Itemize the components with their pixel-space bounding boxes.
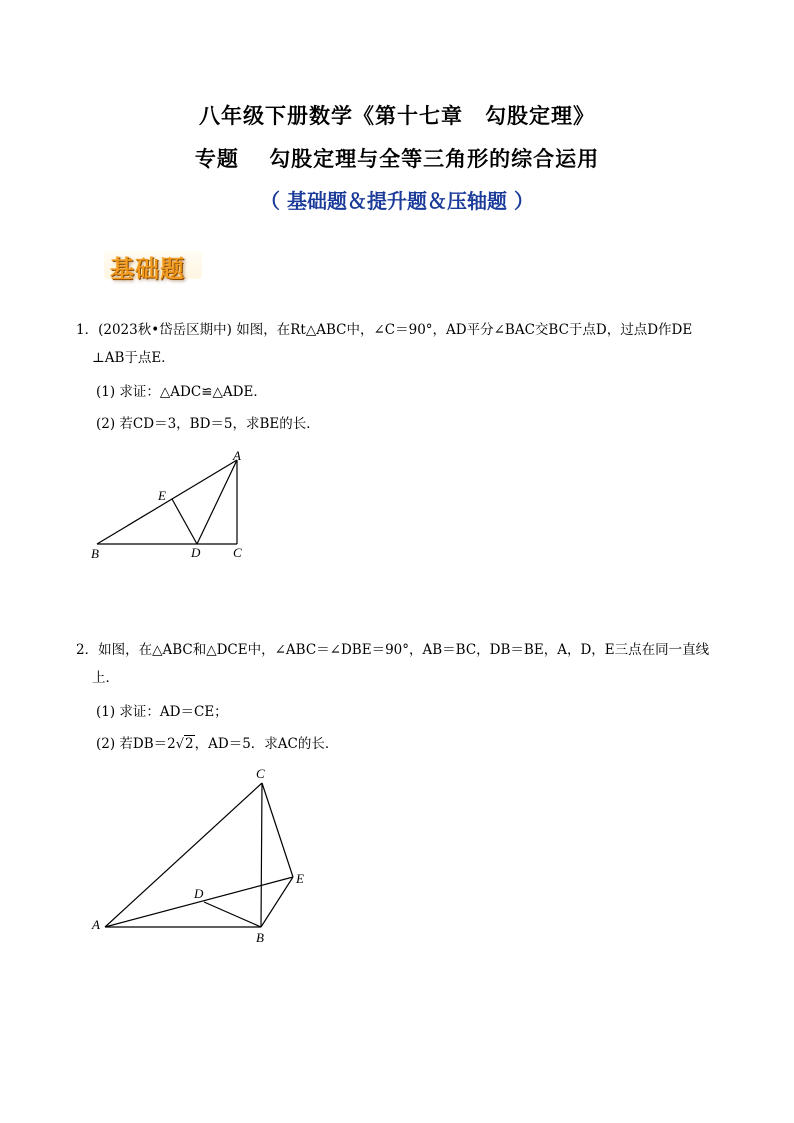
question-1-part1: (1) 求证：△ADC≌△ADE． bbox=[96, 384, 267, 400]
question-2-part1: (1) 求证：AD＝CE； bbox=[96, 704, 228, 720]
question-2-number: 2． bbox=[76, 642, 99, 658]
segment-AC bbox=[105, 783, 262, 927]
segment-DB bbox=[204, 902, 261, 927]
question-2-part2-prefix: (2) 若DB＝2 bbox=[96, 736, 176, 752]
segment-AE bbox=[105, 877, 293, 927]
question-1-text-line1: (2023秋•岱岳区期中) 如图，在Rt△ABC中，∠C＝90°，AD平分∠BAC交BC于点D，过点D作DE bbox=[98, 322, 693, 338]
label-D: D bbox=[191, 545, 201, 560]
segment-CB bbox=[261, 783, 262, 927]
question-2-stem bbox=[76, 640, 736, 660]
question-2-part2-suffix: ，AD＝5．求AC的长． bbox=[194, 736, 339, 752]
label-C: C bbox=[233, 545, 242, 560]
page-title: 八年级下册数学《第十七章 勾股定理》 bbox=[199, 103, 595, 128]
question-1-part2: (2) 若CD＝3，BD＝5，求BE的长． bbox=[96, 416, 320, 432]
label-E: E bbox=[296, 871, 304, 886]
label-E: E bbox=[158, 488, 166, 503]
question-2-text-line2: 上． bbox=[92, 670, 119, 686]
label-A: A bbox=[92, 917, 100, 932]
question-2-text-line1: 如图，在△ABC和△DCE中，∠ABC＝∠DBE＝90°，AB＝BC，DB＝BE，A，D，E三点在同一直线 bbox=[98, 642, 710, 658]
section-badge: 基础题 bbox=[110, 255, 185, 283]
topic-title: 专题 勾股定理与全等三角形的综合运用 bbox=[194, 146, 600, 171]
question-2-part2 bbox=[96, 734, 338, 755]
label-A: A bbox=[233, 448, 241, 463]
label-B: B bbox=[256, 930, 264, 945]
label-D: D bbox=[194, 886, 204, 901]
question-1-figure bbox=[85, 448, 255, 566]
segment-AB bbox=[97, 460, 237, 544]
segment-CE bbox=[262, 783, 293, 877]
label-C: C bbox=[256, 766, 265, 781]
sqrt-radicand: 2 bbox=[185, 736, 194, 752]
question-1-stem bbox=[76, 320, 736, 340]
sqrt-symbol: √ bbox=[175, 737, 185, 752]
question-1-number: 1． bbox=[76, 322, 99, 338]
question-2-figure bbox=[88, 762, 318, 947]
difficulty-subtitle: （ 基础题＆提升题＆压轴题 ） bbox=[260, 189, 534, 213]
question-1-text-line2: ⊥AB于点E． bbox=[92, 350, 175, 366]
label-B: B bbox=[91, 546, 99, 561]
segment-DE bbox=[172, 499, 197, 544]
